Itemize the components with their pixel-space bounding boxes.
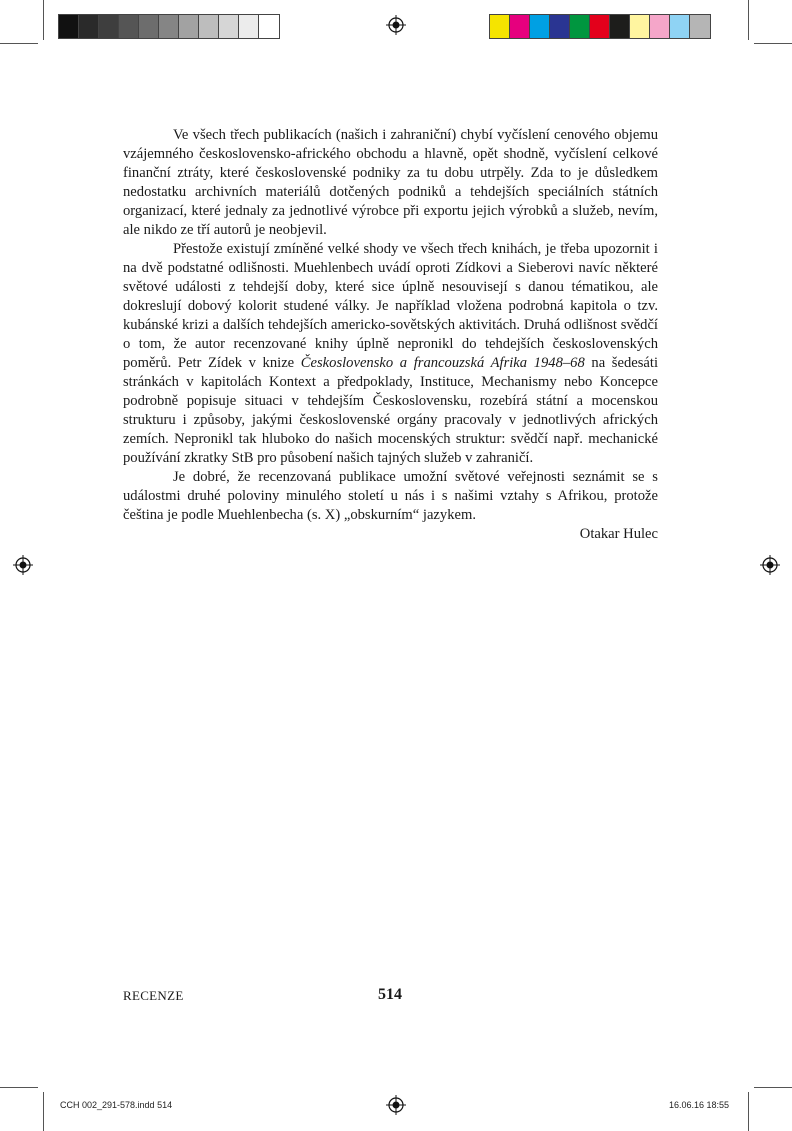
page-number: 514 xyxy=(378,986,402,1003)
color-swatch xyxy=(239,15,259,38)
registration-mark-icon xyxy=(760,555,780,575)
color-swatch xyxy=(630,15,650,38)
color-swatch xyxy=(610,15,630,38)
registration-mark-icon xyxy=(13,555,33,575)
crop-mark xyxy=(0,1087,38,1088)
crop-mark xyxy=(43,1092,44,1131)
gray-color-bar xyxy=(58,14,280,39)
crop-mark xyxy=(748,0,749,40)
book-title: Československo a francouzská Afrika 1948–68 xyxy=(300,355,585,371)
color-swatch xyxy=(690,15,710,38)
color-swatch xyxy=(590,15,610,38)
color-swatch xyxy=(139,15,159,38)
slug-timestamp: 16.06.16 18:55 xyxy=(669,1100,730,1110)
color-swatch xyxy=(570,15,590,38)
color-swatch xyxy=(199,15,219,38)
registration-mark-icon xyxy=(386,1095,406,1115)
crop-mark xyxy=(43,0,44,40)
author-signature: Otakar Hulec xyxy=(579,526,658,542)
color-swatch xyxy=(510,15,530,38)
color-swatch xyxy=(99,15,119,38)
paragraph-3: Je dobré, že recenzovaná publikace umožní světové veřejnosti seznámit se s událostmi druhé poloviny minulého století u nás i s našimi vztahy s Afrikou, protože čeština je podle Muehlenbecha (s. X) „obskurním“ jazykem. xyxy=(123,469,658,523)
color-swatch xyxy=(119,15,139,38)
color-swatch xyxy=(530,15,550,38)
color-swatch xyxy=(59,15,79,38)
process-color-bar xyxy=(489,14,711,39)
crop-mark xyxy=(0,43,38,44)
color-swatch xyxy=(670,15,690,38)
color-swatch xyxy=(650,15,670,38)
paragraph-2-start: Přestože existují zmíněné velké shody ve všech třech knihách, je třeba upozornit i na dvě podstatné odlišnosti. Muehlenbech uvádí oproti Zídkovi a Sieberovi navíc některé světové události z tehdejší doby, které sice úplně nesouvisejí s danou tématikou, ale dokreslují dobový kolorit studené války. Je například vložena podrobná kapitola o tzv. kubánské krizi a dalších tehdejších americko-sovětských aktivitách. Druhá odlišnost svědčí o tom, že autor recenzované knihy úplně nepronikl do tehdejších československých poměrů. Petr Zídek v knize xyxy=(123,241,658,371)
paragraph-1: Ve všech třech publikacích (našich i zahraniční) chybí vyčíslení cenového objemu vzájemného československo-afrického obchodu a hlavně, opět shodně, vyčíslení celkové finanční ztráty, které československé podniky za tu dobu utrpěly. Zda to je důsledkem nedostatku archivních materiálů dotčených podniků a tehdejších speciálních státních organizací, které jednaly za jednotlivé výrobce při exportu jejich výrobků a služeb, nevím, ale nikdo ze tří autorů je neobjevil. xyxy=(123,127,658,238)
review-text xyxy=(123,126,658,544)
registration-mark-icon xyxy=(386,15,406,35)
slug-file: CCH 002_291-578.indd 514 xyxy=(60,1100,173,1110)
color-swatch xyxy=(490,15,510,38)
crop-mark xyxy=(754,1087,792,1088)
color-swatch xyxy=(550,15,570,38)
color-swatch xyxy=(159,15,179,38)
color-swatch xyxy=(179,15,199,38)
crop-mark xyxy=(754,43,792,44)
color-swatch xyxy=(79,15,99,38)
crop-mark xyxy=(748,1092,749,1131)
color-swatch xyxy=(219,15,239,38)
color-swatch xyxy=(259,15,279,38)
paragraph-2 xyxy=(123,240,658,468)
section-label: RECENZE xyxy=(123,988,184,1003)
paragraph-2-end: na šedesáti stránkách v kapitolách Kontext a předpoklady, Instituce, Mechanismy nebo Koncepce podrobně popisuje situaci v tehdejším Československu, rozebírá státní a mocenskou strukturu i způsoby, jakými československé orgány pracovaly v jednotlivých afrických zemích. Nepronikl tak hluboko do našich mocenských struktur: svědčí např. mechanické používání zkratky StB pro působení našich tajných služeb v zahraničí. xyxy=(123,355,658,466)
